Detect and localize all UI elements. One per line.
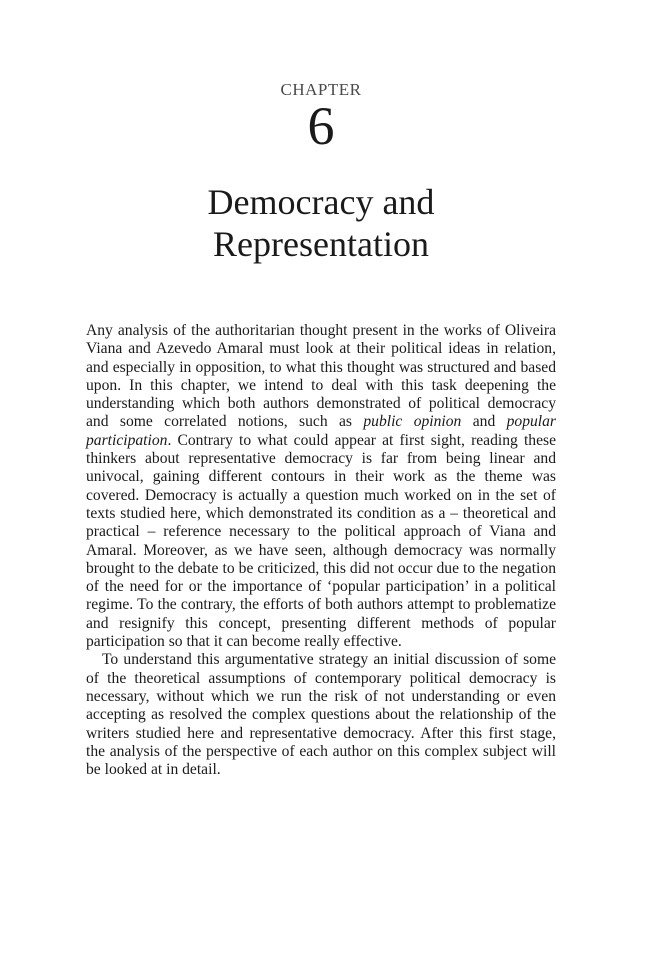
- paragraph-2: To understand this argumentative strategy an initial discussion of some of the theoretical assumptions of contemporary political democracy is necessary, without which we run the risk of not understanding or even accepting as resolved the complex questions about the relationship of the writers studied here and representative democracy. After this first stage, the analysis of the perspective of each author on this complex subject will be looked at in detail.: [86, 651, 556, 779]
- chapter-title-line-1: Democracy and: [207, 182, 435, 222]
- paragraph-1-text-a: Any analysis of the authoritarian thought present in the works of Oliveira Viana and Azevedo Amaral must look at their political ideas in relation, and especially in opposition, to what this thought was structured and based upon. In this chapter, we intend to deal with this task deepening the understanding which both authors demonstrated of political democracy and some correlated notions, such as: [86, 322, 556, 431]
- paragraph-1: [86, 322, 556, 651]
- chapter-number: 6: [307, 96, 335, 156]
- chapter-label: CHAPTER: [280, 80, 362, 99]
- paragraph-1-italic-popular-participation: popular participation: [86, 413, 556, 449]
- paragraph-1-italic-public-opinion: public opinion: [363, 413, 462, 431]
- body-text: [86, 322, 556, 779]
- paragraph-1-text-b: and: [461, 413, 507, 431]
- chapter-title-line-2: Representation: [213, 224, 429, 264]
- chapter-title: [0, 181, 642, 265]
- paragraph-1-text-c: . Contrary to what could appear at first sight, reading these thinkers about representative democracy is far from being linear and univocal, gaining different contours in their work as the theme was covered. Democracy is actually a question much worked on in the set of texts studied here, which demonstrated its condition as a – theoretical and practical – reference necessary to the political approach of Viana and Amaral. Moreover, as we have seen, although democracy was normally brought to the debate to be criticized, this did not occur due to the negation of the need for or the importance of ‘popular participation’ in a political regime. To the contrary, the efforts of both authors attempt to problematize and resignify this concept, presenting different methods of popular participation so that it can become really effective.: [86, 431, 556, 651]
